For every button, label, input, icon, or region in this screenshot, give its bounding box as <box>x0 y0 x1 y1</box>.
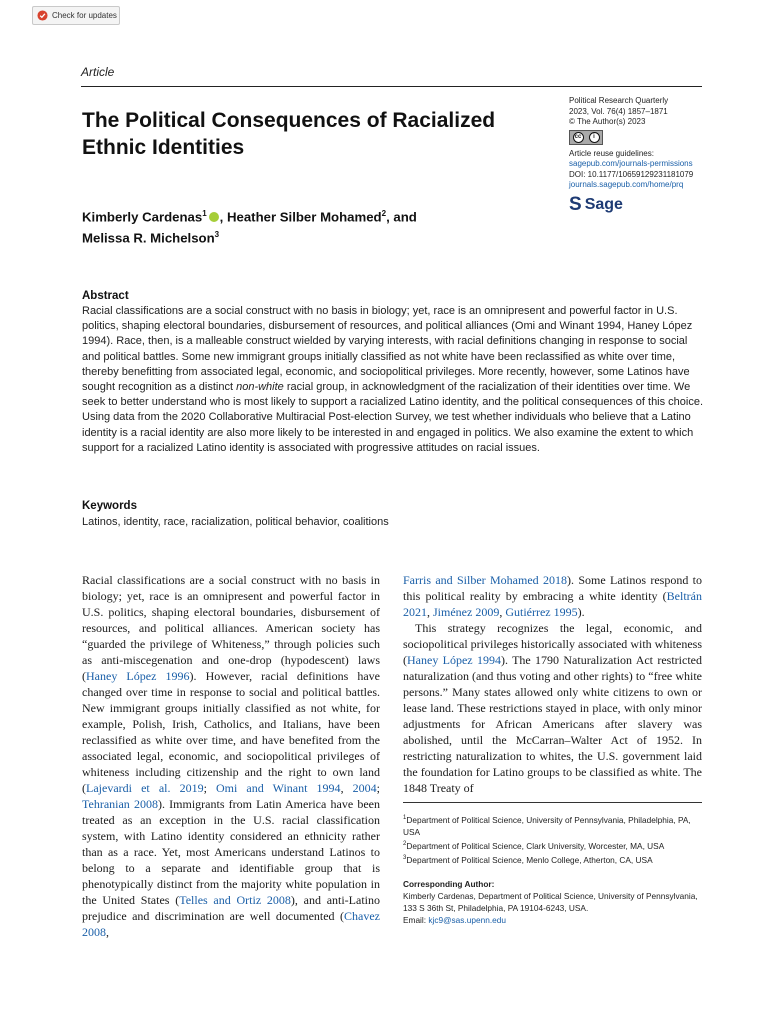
body-text: ). Immigrants from Latin America have been treated as an exception in the U.S. racial classification system, with Latino identity considered an ethnicity rather than as a race. Yet, most Americans understand Latinos to belong to a separate and identifiable group that is phenotypically distinct from the majority white population in the United States ( <box>82 797 380 907</box>
header-divider <box>81 86 702 87</box>
article-type-label: Article <box>81 65 115 79</box>
body-text: ). The 1790 Naturalization Act restricted naturalization (and thus voting and other rights) to “free white persons.” Many states allowed only white citizens to own or lease land. These restrictions stayed in place, with only minor adjustments for African Americans after slavery was abolished, until the McCarran–Walter Act of 1952. In restricting naturalization to whites, the U.S. government laid the foundation for Latino groups to be classified as white. The 1848 Treaty of <box>403 653 702 795</box>
citation-separator: ; <box>203 781 216 795</box>
reuse-link[interactable]: sagepub.com/journals-permissions <box>569 159 693 168</box>
paragraph <box>403 620 702 796</box>
citation-link[interactable]: Haney López 1996 <box>86 669 190 683</box>
body-column-left <box>82 572 380 940</box>
body-text: ). <box>577 605 585 619</box>
corresponding-email-line <box>403 914 708 926</box>
citation-link[interactable]: Haney López 1994 <box>407 653 501 667</box>
sage-wordmark: Sage <box>584 196 623 213</box>
reuse-label: Article reuse guidelines: <box>569 148 654 158</box>
corresponding-heading: Corresponding Author: <box>403 879 495 889</box>
journal-home-link[interactable]: journals.sagepub.com/home/prq <box>569 180 684 189</box>
corresponding-address: Kimberly Cardenas, Department of Political Science, University of Pennsylvania, 133 S 36th St, Philadelphia, PA 19104-6243, USA. <box>403 891 698 913</box>
journal-meta <box>569 96 719 191</box>
footnote-item <box>403 852 708 866</box>
author-name[interactable]: Melissa R. Michelson <box>82 230 215 246</box>
journal-name: Political Research Quarterly <box>569 96 669 105</box>
footnote-marker: 3 <box>403 854 407 861</box>
body-column-right <box>403 572 702 796</box>
abstract-emphasis: non-white <box>236 381 284 394</box>
creative-commons-badge[interactable] <box>569 130 603 145</box>
author-name[interactable]: Heather Silber Mohamed <box>226 209 382 225</box>
citation-link[interactable]: Chavez 2008 <box>82 909 380 939</box>
keywords-heading: Keywords <box>82 500 137 512</box>
abstract-text <box>82 304 704 456</box>
citation-link[interactable]: Omi and Winant 1994 <box>216 781 341 795</box>
citation-separator: , <box>340 781 353 795</box>
title-line-2: Ethnic Identities <box>82 136 245 159</box>
sage-mark-icon: S <box>569 194 582 215</box>
body-text: Racial classifications are a social construct with no basis in biology; yet, race is an omnipresent and powerful factor in U.S. politics, shaping electoral boundaries, disbursement of resources, and political alliances. American society has “guarded the privilege of Whiteness,” through policies such as anti-miscegenation and one-drop (hypodescent) laws ( <box>82 573 380 683</box>
author-name[interactable]: Kimberly Cardenas <box>82 209 203 225</box>
check-updates-label: Check for updates <box>52 11 117 20</box>
author-separator: , and <box>386 209 417 225</box>
journal-volume: 2023, Vol. 76(4) 1857–1871 <box>569 106 668 116</box>
abstract-heading: Abstract <box>82 290 129 302</box>
footnote-marker: 2 <box>403 840 407 847</box>
cc-icon: cc <box>573 132 584 143</box>
keywords-list: Latinos, identity, race, racialization, political behavior, coalitions <box>82 516 389 528</box>
footnote-text: Department of Political Science, Clark University, Worcester, MA, USA <box>406 840 665 851</box>
citation-link[interactable]: Telles and Ortiz 2008 <box>179 893 291 907</box>
title-line-1: The Political Consequences of Racialized <box>82 109 496 132</box>
check-for-updates-button[interactable] <box>32 6 120 25</box>
affiliation-marker: 1 <box>202 209 207 218</box>
copyright: © The Author(s) 2023 <box>569 117 646 126</box>
citation-link[interactable]: Lajevardi et al. 2019 <box>86 781 204 795</box>
email-label: Email: <box>403 915 429 925</box>
citation-link[interactable]: 2004 <box>352 781 377 795</box>
footnote-divider <box>403 802 702 803</box>
citation-link[interactable]: Gutiérrez 1995 <box>505 605 578 619</box>
paragraph <box>403 572 702 620</box>
attribution-icon: i <box>589 132 600 143</box>
abstract-text-part: racial group, in acknowledgment of the racialization of their identities over time. We seek to better understand who is most likely to support a racialized Latino identity, and the political consequences of this choice. Using data from the 2020 Collaborative Multiracial Post-election Survey, we test whether individuals who believe that a Latino identity is a racial identity are also more likely to be interested in and engaged in politics. We also examine the extent to which support for a racialized Latino identity is associated with progressive attitudes on racial issues. <box>82 381 704 454</box>
page-title <box>82 107 552 161</box>
citation-separator: , <box>427 605 433 619</box>
body-text: ). Some Latinos respond to this political reality by embracing a white identity ( <box>403 573 702 603</box>
author-list <box>82 205 552 248</box>
citation-separator: ; <box>376 781 380 795</box>
author-separator: , <box>219 209 227 225</box>
doi: DOI: 10.1177/10659129231181079 <box>569 169 694 179</box>
orcid-icon[interactable] <box>209 212 219 222</box>
affiliation-marker: 3 <box>214 230 220 240</box>
citation-separator: , <box>499 605 506 619</box>
citation-link[interactable]: Farris and Silber Mohamed 2018 <box>403 573 567 587</box>
abstract-text-part: Racial classifications are a social construct with no basis in biology; yet, race is an omnipresent and powerful factor in U.S. politics, shaping electoral boundaries, disbursement of resources, and political alliances (Omi and Winant 1994, Haney López 1994). Race, then, is a malleable construct wielded by varying interests, with racial definitions changing in response to social and political battles. Some new immigrant groups initially classified as not white have been reclassified as white over time, thereby benefitting from associated legal, economic, and sociopolitical privileges. More recently, however, some Latinos have sought recognition as a distinct <box>82 305 693 394</box>
check-updates-icon <box>37 10 48 21</box>
corresponding-author <box>403 878 708 926</box>
email-link[interactable]: kjc9@sas.upenn.edu <box>428 915 506 925</box>
sage-logo[interactable] <box>569 194 623 216</box>
footnote-text: Department of Political Science, University of Pennsylvania, Philadelphia, PA, USA <box>403 814 691 837</box>
footnote-item <box>403 838 708 852</box>
footnote-marker: 1 <box>403 815 407 821</box>
citation-link[interactable]: Tehranian 2008 <box>82 797 158 811</box>
affiliation-footnotes <box>403 812 708 865</box>
affiliation-marker: 2 <box>381 209 387 218</box>
body-text: , <box>106 925 109 939</box>
citation-link[interactable]: Beltrán 2021 <box>403 589 702 619</box>
body-text: This strategy recognizes the legal, economic, and sociopolitical privileges historically associated with whiteness ( <box>403 621 702 667</box>
body-text: ). However, racial definitions have changed over time in response to social and political battles. New immigrant groups initially classified as not white, for example, Polish, Irish, Catholics, and Italians, have been reclassified as white over time, and have benefited from the associated legal, economic, and sociopolitical privileges of whiteness including citizenship and the right to own land ( <box>82 669 380 795</box>
footnote-text: Department of Political Science, Menlo College, Atherton, CA, USA <box>406 854 653 865</box>
body-text: ), and anti-Latino prejudice and discrimination are well documented ( <box>82 893 381 923</box>
citation-link[interactable]: Jiménez 2009 <box>433 605 500 619</box>
footnote-item <box>403 812 708 838</box>
